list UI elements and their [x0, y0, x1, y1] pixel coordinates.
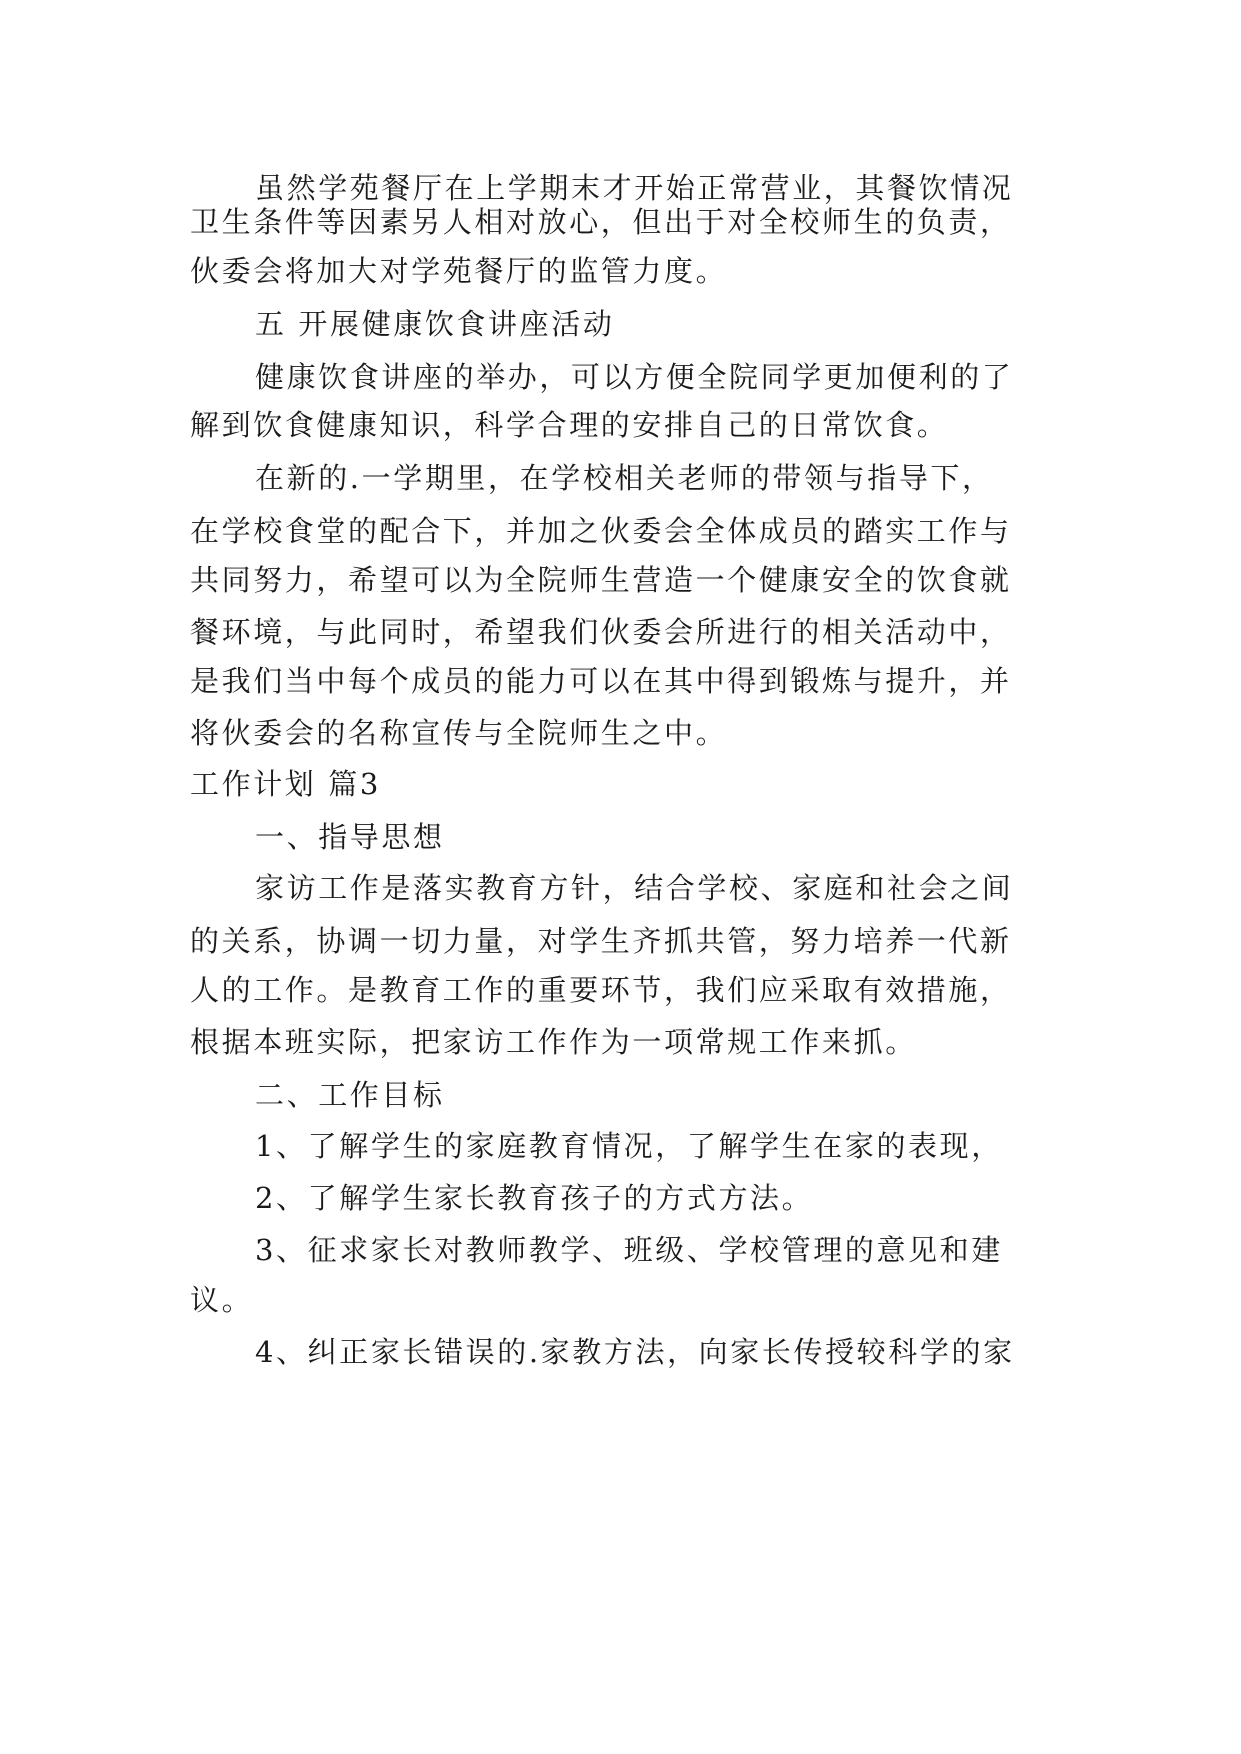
section-heading-5: 五 开展健康饮食讲座活动	[255, 307, 615, 341]
list-item-1: 1、了解学生的家庭教育情况，了解学生在家的表现，	[255, 1129, 1003, 1163]
text-line-6: 解到饮食健康知识，科学合理的安排自己的日常饮食。	[190, 408, 949, 442]
text-line-1: 虽然学苑餐厅在上学期末才开始正常营业，其餐饮情况	[255, 171, 1014, 205]
text-line-18: 根据本班实际，把家访工作作为一项常规工作来抓。	[190, 1025, 917, 1059]
text-line-9: 共同努力，希望可以为全院师生营造一个健康安全的饮食就	[190, 563, 1012, 597]
text-line-8: 在学校食堂的配合下，并加之伙委会全体成员的踏实工作与	[190, 514, 1012, 548]
section-title-work-plan-3: 工作计划 篇3	[190, 767, 381, 801]
text-line-15: 家访工作是落实教育方针，结合学校、家庭和社会之间	[255, 871, 1014, 905]
text-line-3: 伙委会将加大对学苑餐厅的监管力度。	[190, 254, 728, 288]
list-item-2: 2、了解学生家长教育孩子的方式方法。	[255, 1181, 814, 1215]
list-item-3: 3、征求家长对教师教学、班级、学校管理的意见和建	[255, 1233, 1003, 1267]
list-item-4: 4、纠正家长错误的.家教方法，向家长传授较科学的家	[255, 1335, 1015, 1369]
text-line-7: 在新的.一学期里，在学校相关老师的带领与指导下，	[255, 461, 994, 495]
subheading-work-goals: 二、工作目标	[255, 1078, 445, 1112]
text-line-10: 餐环境，与此同时，希望我们伙委会所进行的相关活动中，	[190, 615, 1012, 649]
text-line-16: 的关系，协调一切力量，对学生齐抓共管，努力培养一代新	[190, 924, 1012, 958]
text-line-11: 是我们当中每个成员的能力可以在其中得到锻炼与提升，并	[190, 664, 1012, 698]
subheading-guiding-thought: 一、指导思想	[255, 820, 445, 854]
list-item-3-continued: 议。	[190, 1283, 254, 1317]
text-line-5: 健康饮食讲座的举办，可以方便全院同学更加便利的了	[255, 360, 1014, 394]
text-line-17: 人的工作。是教育工作的重要环节，我们应采取有效措施，	[190, 973, 1012, 1007]
text-line-12: 将伙委会的名称宣传与全院师生之中。	[190, 716, 728, 750]
text-line-2: 卫生条件等因素另人相对放心，但出于对全校师生的负责，	[190, 205, 1012, 239]
